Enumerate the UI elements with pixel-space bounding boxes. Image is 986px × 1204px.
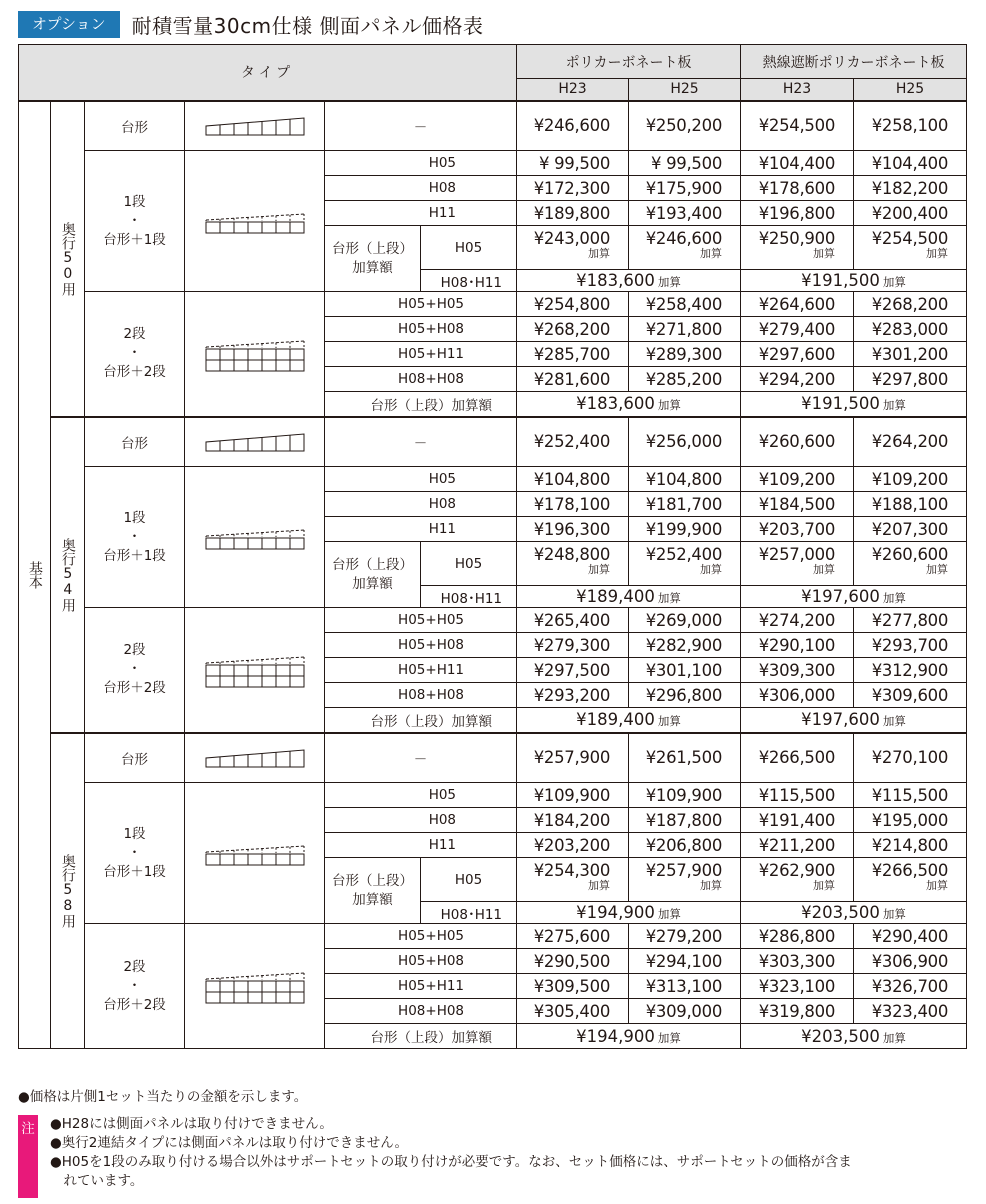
price-cell: ¥178,100 (517, 492, 629, 517)
height-label: H11 (325, 201, 517, 226)
panel-diagram (200, 115, 310, 137)
kasan-row-label: 台形（上段） 加算額 (325, 858, 421, 924)
price-cell: ¥109,900 (517, 783, 629, 808)
price-cell: ¥195,000 (854, 808, 967, 833)
price-cell: ¥286,800 (741, 924, 854, 949)
price-cell: ¥203,200 (517, 833, 629, 858)
kasan-label: 加算 (588, 247, 611, 260)
diagram-cell (185, 924, 325, 1049)
dash-cell: － (325, 101, 517, 151)
title-bar (18, 10, 483, 38)
combo-label: H08+H08 (325, 999, 517, 1024)
price-cell: ¥319,800 (741, 999, 854, 1024)
added-price-cell: ¥194,900 加算 (517, 1024, 741, 1049)
price-cell: ¥257,900 加算 (629, 858, 741, 902)
kasan-label: 加算 (813, 879, 836, 892)
price-cell: ¥254,500 (741, 101, 854, 151)
price-cell: ¥293,200 (517, 683, 629, 708)
price-cell: ¥214,800 (854, 833, 967, 858)
price-cell: ¥203,700 (741, 517, 854, 542)
price-cell: ¥303,300 (741, 949, 854, 974)
price-cell: ¥250,200 (629, 101, 741, 151)
price-cell: ¥268,200 (517, 317, 629, 342)
price-cell: ¥109,200 (854, 467, 967, 492)
height-label: H11 (325, 517, 517, 542)
header-polycarbonate: ポリカーボネート板 (517, 45, 741, 79)
price-cell: ¥271,800 (629, 317, 741, 342)
price-cell: ¥254,500 加算 (854, 226, 967, 270)
added-price-cell: ¥203,500 加算 (741, 902, 967, 924)
price-cell: ¥246,600 (517, 101, 629, 151)
price-table (18, 44, 967, 1049)
kasan-label: 加算 (926, 879, 949, 892)
added-price-cell: ¥189,400 加算 (517, 586, 741, 608)
diagram-cell (185, 417, 325, 467)
price-cell: ¥246,600 加算 (629, 226, 741, 270)
diagram-cell (185, 292, 325, 417)
height-label: H08･H11 (421, 902, 517, 924)
price-cell: ¥297,800 (854, 367, 967, 392)
combo-label: H08+H08 (325, 367, 517, 392)
combo-label: H05+H05 (325, 924, 517, 949)
kasan-full-label: 台形（上段）加算額 (325, 708, 517, 733)
kasan-row-label: 台形（上段） 加算額 (325, 542, 421, 608)
price-cell: ¥181,700 (629, 492, 741, 517)
price-cell: ¥270,100 (854, 733, 967, 783)
type-two-step: 2段 ・ 台形＋2段 (85, 924, 185, 1049)
price-cell: ¥184,500 (741, 492, 854, 517)
dash-cell: － (325, 417, 517, 467)
added-price-cell: ¥183,600 加算 (517, 392, 741, 417)
type-one-step: 1段 ・ 台形＋1段 (85, 467, 185, 608)
combo-label: H05+H11 (325, 342, 517, 367)
price-cell: ¥309,600 (854, 683, 967, 708)
price-cell: ¥196,300 (517, 517, 629, 542)
price-cell: ¥294,100 (629, 949, 741, 974)
height-label: H08 (325, 492, 517, 517)
price-cell: ¥187,800 (629, 808, 741, 833)
note-line: ●奥行2連結タイプには側面パネルは取り付けできません。 (50, 1135, 409, 1151)
added-price-cell: ¥203,500 加算 (741, 1024, 967, 1049)
panel-diagram (200, 522, 310, 552)
price-cell: ¥323,400 (854, 999, 967, 1024)
price-cell: ¥265,400 (517, 608, 629, 633)
diagram-cell (185, 467, 325, 608)
price-cell: ¥254,800 (517, 292, 629, 317)
diagram-cell (185, 783, 325, 924)
price-cell: ¥290,100 (741, 633, 854, 658)
price-cell: ¥257,000 加算 (741, 542, 854, 586)
combo-label: H05+H11 (325, 658, 517, 683)
price-cell: ¥109,900 (629, 783, 741, 808)
price-cell: ¥199,900 (629, 517, 741, 542)
price-cell: ¥264,200 (854, 417, 967, 467)
depth-label: 奥行58用 (51, 733, 85, 1049)
price-cell: ¥268,200 (854, 292, 967, 317)
kasan-label: 加算 (926, 563, 949, 576)
price-cell: ¥254,300 加算 (517, 858, 629, 902)
header-h23: H23 (517, 79, 629, 101)
combo-label: H05+H08 (325, 949, 517, 974)
header-h25: H25 (629, 79, 741, 101)
price-cell: ¥256,000 (629, 417, 741, 467)
panel-diagram (200, 333, 310, 375)
price-cell: ¥309,000 (629, 999, 741, 1024)
page-title: 耐積雪量30cm仕様 側面パネル価格表 (131, 13, 484, 38)
price-cell: ¥ 99,500 (517, 151, 629, 176)
depth-label: 奥行50用 (51, 101, 85, 417)
depth-label: 奥行54用 (51, 417, 85, 733)
price-cell: ¥189,800 (517, 201, 629, 226)
price-cell: ¥260,600 (741, 417, 854, 467)
note-mark: 注 (18, 1115, 38, 1198)
kihon-label: 基本 (19, 101, 51, 1049)
price-cell: ¥258,400 (629, 292, 741, 317)
price-cell: ¥115,500 (741, 783, 854, 808)
price-cell: ¥281,600 (517, 367, 629, 392)
price-cell: ¥188,100 (854, 492, 967, 517)
price-cell: ¥297,500 (517, 658, 629, 683)
header-type: タイプ (19, 45, 517, 101)
added-price-cell: ¥191,500 加算 (741, 270, 967, 292)
panel-diagram (200, 206, 310, 236)
price-cell: ¥182,200 (854, 176, 967, 201)
combo-label: H05+H05 (325, 608, 517, 633)
price-cell: ¥115,500 (854, 783, 967, 808)
price-cell: ¥184,200 (517, 808, 629, 833)
added-price-cell: ¥183,600 加算 (517, 270, 741, 292)
added-price-cell: ¥191,500 加算 (741, 392, 967, 417)
price-cell: ¥293,700 (854, 633, 967, 658)
price-cell: ¥211,200 (741, 833, 854, 858)
height-label: H05 (325, 783, 517, 808)
type-two-step: 2段 ・ 台形＋2段 (85, 608, 185, 733)
price-cell: ¥252,400 (517, 417, 629, 467)
kasan-row-label: 台形（上段） 加算額 (325, 226, 421, 292)
combo-label: H05+H08 (325, 317, 517, 342)
height-label: H05 (421, 542, 517, 586)
option-badge: オプション (18, 11, 120, 38)
price-cell: ¥283,000 (854, 317, 967, 342)
note-lines (50, 1115, 980, 1191)
added-price-cell: ¥197,600 加算 (741, 586, 967, 608)
price-cell: ¥285,200 (629, 367, 741, 392)
price-cell: ¥261,500 (629, 733, 741, 783)
diagram-cell (185, 608, 325, 733)
height-label: H08 (325, 808, 517, 833)
price-cell: ¥312,900 (854, 658, 967, 683)
price-cell: ¥290,500 (517, 949, 629, 974)
panel-diagram (200, 838, 310, 868)
price-cell: ¥193,400 (629, 201, 741, 226)
price-cell: ¥290,400 (854, 924, 967, 949)
kasan-label: 加算 (700, 879, 723, 892)
price-cell: ¥252,400 加算 (629, 542, 741, 586)
price-cell: ¥262,900 加算 (741, 858, 854, 902)
price-cell: ¥279,200 (629, 924, 741, 949)
price-cell: ¥257,900 (517, 733, 629, 783)
combo-label: H05+H05 (325, 292, 517, 317)
dash-cell: － (325, 733, 517, 783)
price-cell: ¥178,600 (741, 176, 854, 201)
type-daikei: 台形 (85, 417, 185, 467)
price-cell: ¥200,400 (854, 201, 967, 226)
type-two-step: 2段 ・ 台形＋2段 (85, 292, 185, 417)
height-label: H05 (421, 858, 517, 902)
height-label: H05 (421, 226, 517, 270)
kasan-label: 加算 (813, 563, 836, 576)
price-cell: ¥274,200 (741, 608, 854, 633)
diagram-cell (185, 151, 325, 292)
price-cell: ¥172,300 (517, 176, 629, 201)
price-cell: ¥289,300 (629, 342, 741, 367)
price-cell: ¥309,500 (517, 974, 629, 999)
header-heat-polycarbonate: 熱線遮断ポリカーボネート板 (741, 45, 967, 79)
combo-label: H05+H08 (325, 633, 517, 658)
price-cell: ¥301,200 (854, 342, 967, 367)
price-cell: ¥323,100 (741, 974, 854, 999)
note-line: ●H28には側面パネルは取り付けできません。 (50, 1116, 333, 1132)
kasan-label: 加算 (700, 563, 723, 576)
price-cell: ¥297,600 (741, 342, 854, 367)
kasan-full-label: 台形（上段）加算額 (325, 1024, 517, 1049)
panel-diagram (200, 965, 310, 1007)
height-label: H11 (325, 833, 517, 858)
price-cell: ¥294,200 (741, 367, 854, 392)
type-daikei: 台形 (85, 101, 185, 151)
kasan-label: 加算 (813, 247, 836, 260)
price-cell: ¥248,800 加算 (517, 542, 629, 586)
price-cell: ¥104,800 (629, 467, 741, 492)
price-cell: ¥275,600 (517, 924, 629, 949)
height-label: H08･H11 (421, 586, 517, 608)
price-cell: ¥279,400 (741, 317, 854, 342)
price-cell: ¥260,600 加算 (854, 542, 967, 586)
price-cell: ¥326,700 (854, 974, 967, 999)
panel-diagram (200, 431, 310, 453)
note-line: れています。 (50, 1173, 144, 1189)
price-cell: ¥279,300 (517, 633, 629, 658)
price-cell: ¥266,500 (741, 733, 854, 783)
kasan-label: 加算 (588, 879, 611, 892)
kasan-label: 加算 (700, 247, 723, 260)
combo-label: H05+H11 (325, 974, 517, 999)
type-one-step: 1段 ・ 台形＋1段 (85, 151, 185, 292)
kasan-label: 加算 (926, 247, 949, 260)
price-cell: ¥109,200 (741, 467, 854, 492)
diagram-cell (185, 101, 325, 151)
price-cell: ¥207,300 (854, 517, 967, 542)
kasan-full-label: 台形（上段）加算額 (325, 392, 517, 417)
added-price-cell: ¥189,400 加算 (517, 708, 741, 733)
height-label: H08･H11 (421, 270, 517, 292)
price-cell: ¥264,600 (741, 292, 854, 317)
price-cell: ¥306,000 (741, 683, 854, 708)
diagram-cell (185, 733, 325, 783)
type-one-step: 1段 ・ 台形＋1段 (85, 783, 185, 924)
price-cell: ¥206,800 (629, 833, 741, 858)
price-cell: ¥175,900 (629, 176, 741, 201)
price-cell: ¥104,800 (517, 467, 629, 492)
price-cell: ¥282,900 (629, 633, 741, 658)
added-price-cell: ¥197,600 加算 (741, 708, 967, 733)
price-cell: ¥313,100 (629, 974, 741, 999)
price-cell: ¥309,300 (741, 658, 854, 683)
price-cell: ¥250,900 加算 (741, 226, 854, 270)
price-cell: ¥104,400 (741, 151, 854, 176)
height-label: H05 (325, 151, 517, 176)
price-cell: ¥191,400 (741, 808, 854, 833)
price-note: ●価格は片側1セット当たりの金額を示します。 (18, 1089, 308, 1105)
price-cell: ¥104,400 (854, 151, 967, 176)
price-cell: ¥243,000 加算 (517, 226, 629, 270)
price-cell: ¥285,700 (517, 342, 629, 367)
header-h23-heat: H23 (741, 79, 854, 101)
price-cell: ¥258,100 (854, 101, 967, 151)
kasan-label: 加算 (588, 563, 611, 576)
price-cell: ¥301,100 (629, 658, 741, 683)
price-cell: ¥296,800 (629, 683, 741, 708)
type-daikei: 台形 (85, 733, 185, 783)
added-price-cell: ¥194,900 加算 (517, 902, 741, 924)
combo-label: H08+H08 (325, 683, 517, 708)
price-cell: ¥196,800 (741, 201, 854, 226)
panel-diagram (200, 747, 310, 769)
price-cell: ¥266,500 加算 (854, 858, 967, 902)
height-label: H05 (325, 467, 517, 492)
height-label: H08 (325, 176, 517, 201)
price-cell: ¥277,800 (854, 608, 967, 633)
header-h25-heat: H25 (854, 79, 967, 101)
panel-diagram (200, 649, 310, 691)
price-cell: ¥306,900 (854, 949, 967, 974)
price-cell: ¥305,400 (517, 999, 629, 1024)
price-cell: ¥269,000 (629, 608, 741, 633)
note-line: ●H05を1段のみ取り付ける場合以外はサポートセットの取り付けが必要です。なお、セット価格には、サポートセットの価格が含ま (50, 1154, 852, 1170)
price-cell: ¥ 99,500 (629, 151, 741, 176)
